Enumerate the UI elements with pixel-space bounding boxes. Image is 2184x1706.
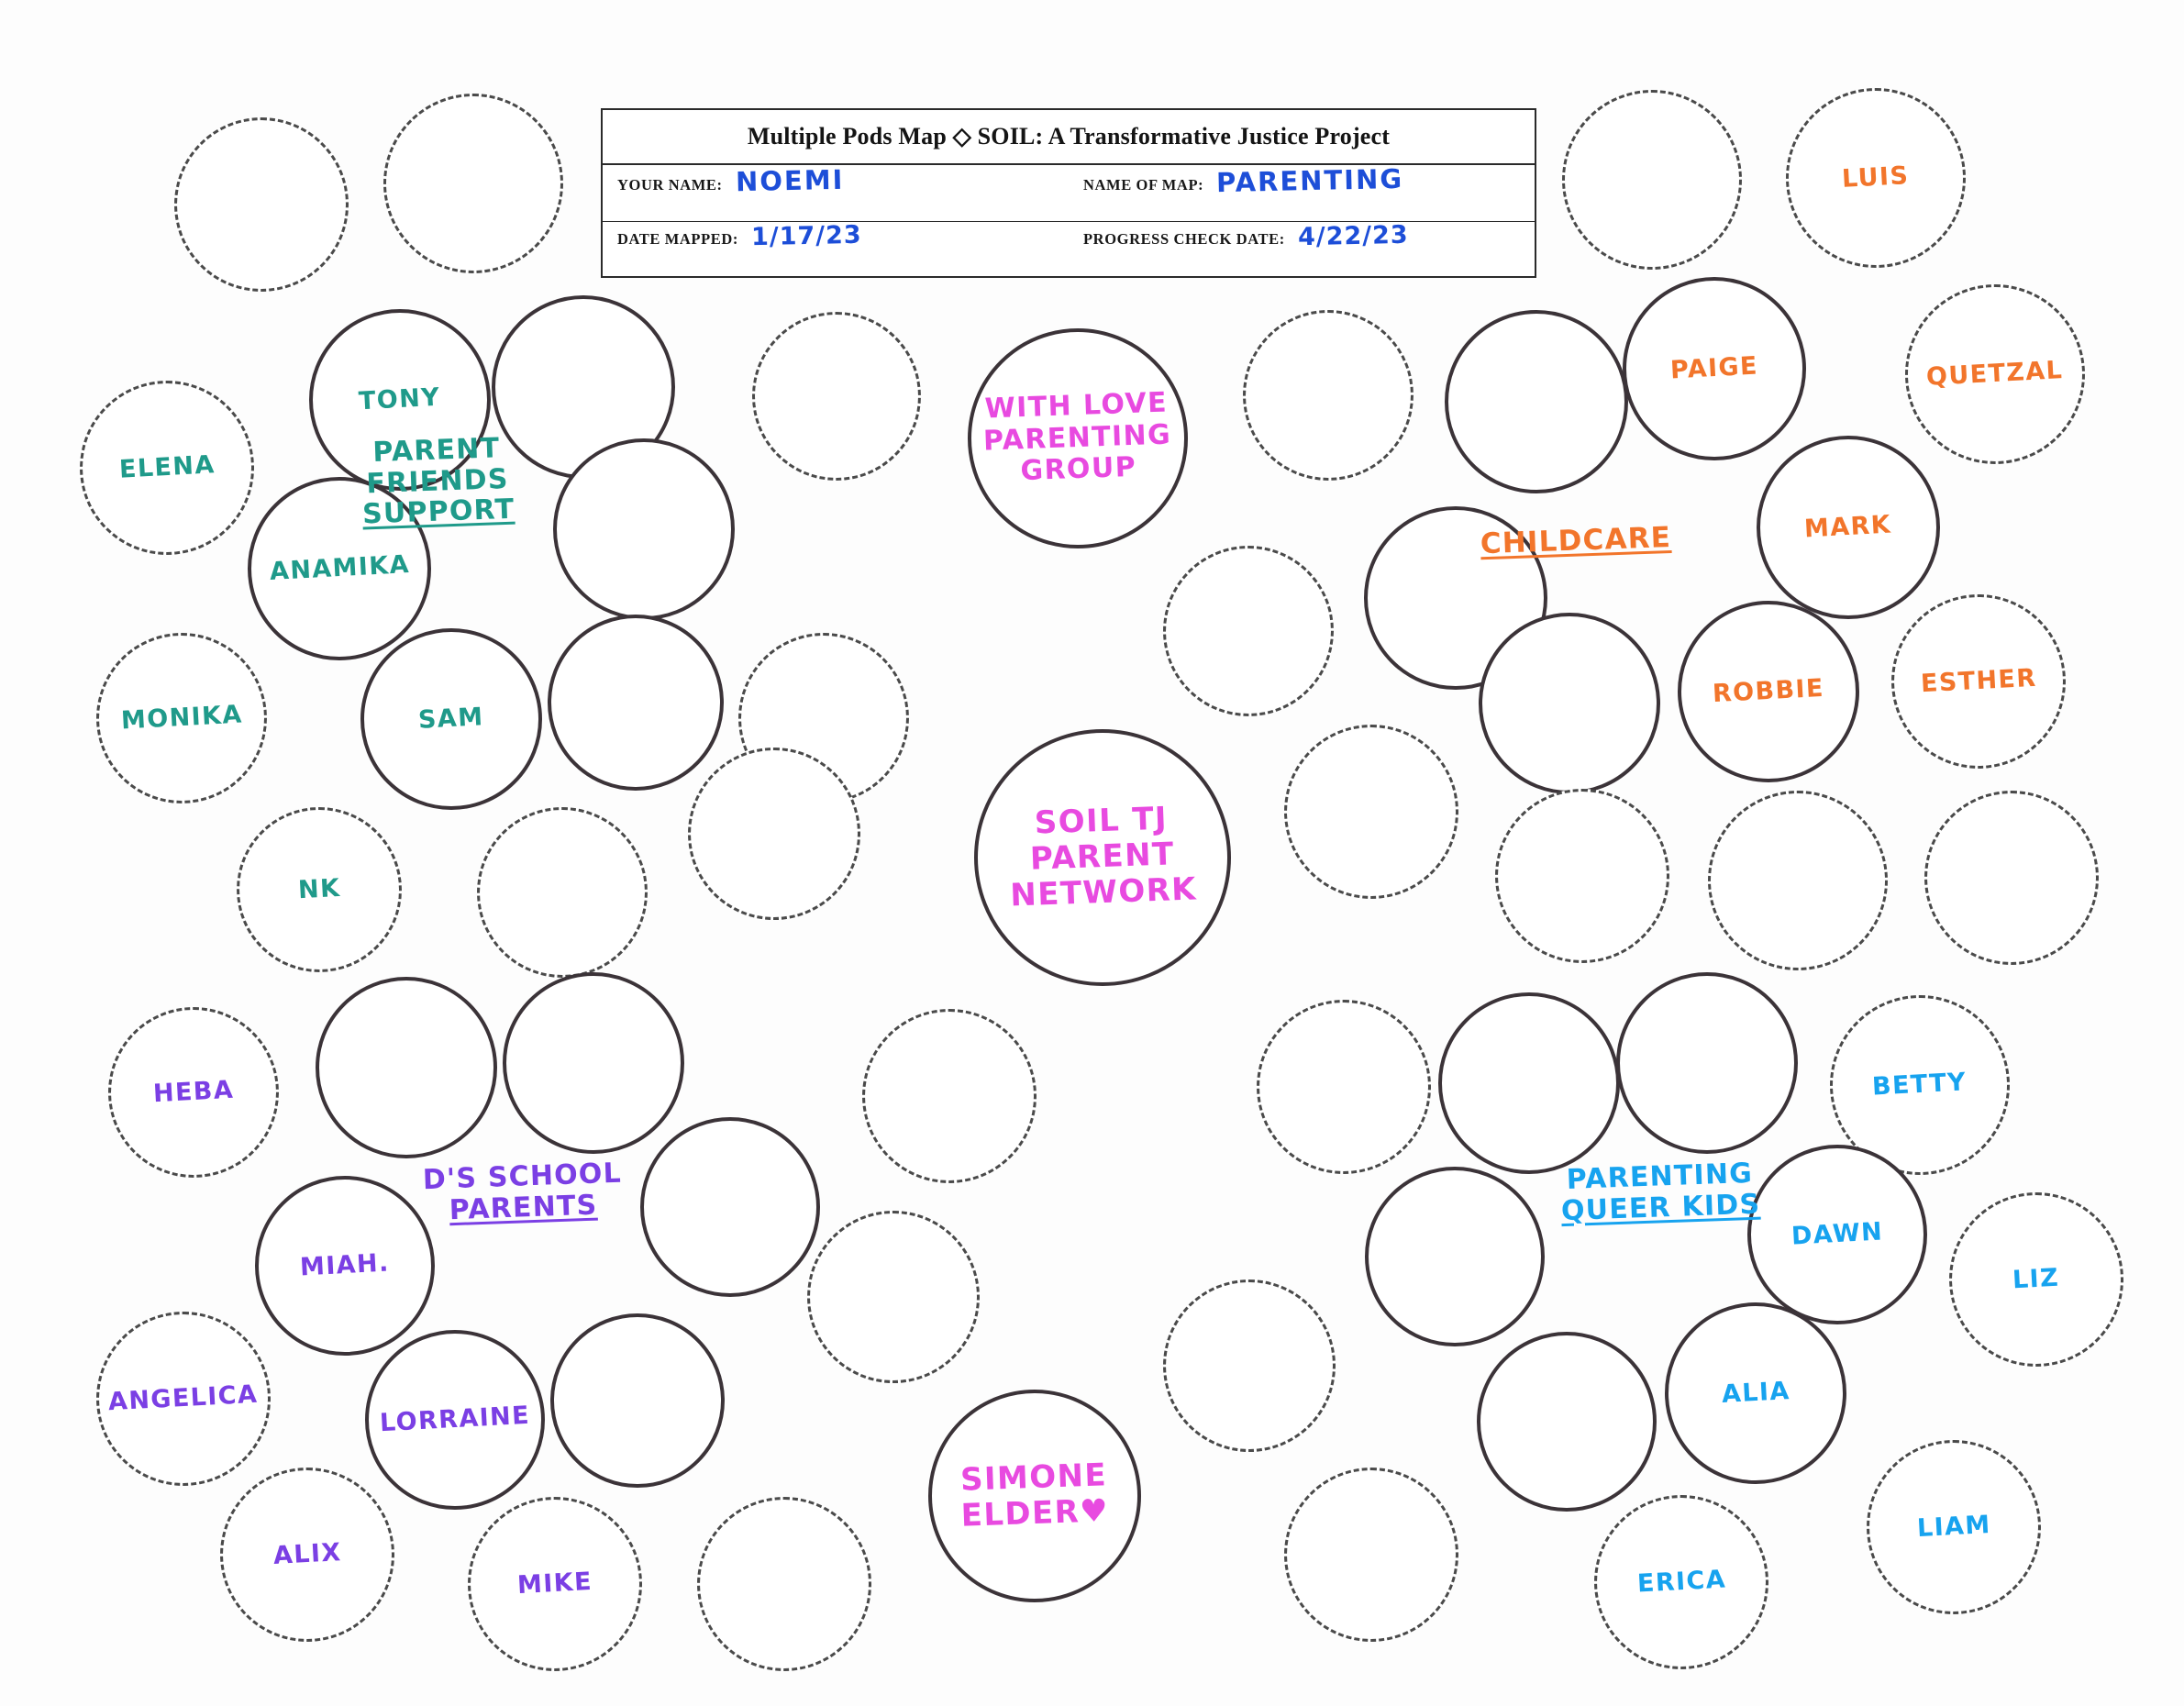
pod-label-line: FRIENDS bbox=[365, 462, 510, 500]
pod-label-line: QUEER KIDS bbox=[1560, 1188, 1761, 1227]
circle-empty-8[interactable] bbox=[477, 807, 648, 978]
progress-check-label: PROGRESS CHECK DATE: bbox=[1083, 230, 1285, 248]
circle-alia[interactable] bbox=[1665, 1302, 1846, 1484]
circle-center[interactable] bbox=[974, 729, 1231, 986]
node-label: ANGELICA bbox=[107, 1380, 260, 1417]
pod-label-line: PARENT bbox=[371, 432, 501, 470]
circle-empty-15[interactable] bbox=[1257, 1000, 1431, 1174]
node-label: LUIS bbox=[1841, 161, 1911, 194]
node-label: DAWN bbox=[1790, 1217, 1884, 1252]
circle-miah[interactable] bbox=[255, 1176, 435, 1356]
form-row-names bbox=[603, 162, 1535, 222]
node-label: TONY bbox=[358, 383, 442, 416]
your-name-label: YOUR NAME: bbox=[617, 176, 723, 194]
circle-liam[interactable] bbox=[1867, 1440, 2041, 1614]
circle-liz[interactable] bbox=[1949, 1192, 2123, 1367]
circle-empty-11[interactable] bbox=[1495, 789, 1669, 963]
circle-empty-12[interactable] bbox=[1708, 791, 1888, 970]
node-label: MIAH. bbox=[299, 1248, 391, 1283]
pod-label-parenting-queer-kids bbox=[1559, 1158, 1761, 1227]
circle-simone[interactable] bbox=[928, 1390, 1141, 1602]
map-name-label: NAME OF MAP: bbox=[1083, 176, 1204, 194]
node-label: WITH LOVE PARENTING GROUP bbox=[982, 386, 1173, 488]
node-label: HEBA bbox=[152, 1076, 235, 1109]
circle-empty-4[interactable] bbox=[752, 312, 921, 481]
circle-empty-1[interactable] bbox=[174, 117, 349, 292]
circle-dawn[interactable] bbox=[1747, 1145, 1927, 1324]
circle-quetzal[interactable] bbox=[1905, 284, 2085, 464]
circle-alix[interactable] bbox=[220, 1468, 394, 1642]
circle-empty-5[interactable] bbox=[1243, 310, 1414, 481]
progress-check-value[interactable]: 4/22/23 bbox=[1297, 220, 1409, 252]
node-label: PAIGE bbox=[1669, 351, 1759, 385]
pod-label-ds-school-parents bbox=[422, 1158, 623, 1227]
map-header-form bbox=[601, 108, 1536, 278]
circle-esther[interactable] bbox=[1891, 594, 2066, 769]
node-label: ERICA bbox=[1635, 1565, 1727, 1599]
circle-pqk-bottom[interactable] bbox=[1477, 1332, 1657, 1512]
date-mapped-label: DATE MAPPED: bbox=[617, 230, 739, 248]
circle-heba[interactable] bbox=[108, 1007, 279, 1178]
circle-monika[interactable] bbox=[96, 633, 267, 803]
node-label: SOIL TJ PARENT NETWORK bbox=[1009, 800, 1198, 915]
node-label: MONIKA bbox=[119, 701, 244, 736]
circle-pfs-right[interactable] bbox=[553, 438, 735, 620]
circle-nk[interactable] bbox=[237, 807, 402, 972]
circle-ds-botright[interactable] bbox=[550, 1313, 725, 1488]
map-name-cell bbox=[1069, 162, 1535, 221]
circle-elena[interactable] bbox=[80, 381, 254, 555]
circle-empty-17[interactable] bbox=[1163, 1280, 1336, 1452]
circle-empty-16[interactable] bbox=[807, 1211, 980, 1383]
circle-pqk-left[interactable] bbox=[1365, 1167, 1545, 1346]
node-label: SAM bbox=[417, 703, 485, 736]
node-label: MIKE bbox=[516, 1568, 593, 1601]
node-label: BETTY bbox=[1871, 1068, 1968, 1102]
circle-empty-14[interactable] bbox=[862, 1009, 1037, 1183]
circle-robbie[interactable] bbox=[1678, 601, 1859, 782]
node-label: LORRAINE bbox=[379, 1401, 531, 1438]
your-name-value[interactable]: NOEMI bbox=[735, 163, 845, 198]
pod-label-line: PARENTING bbox=[1566, 1157, 1754, 1196]
circle-paige[interactable] bbox=[1623, 277, 1806, 460]
circle-cc-bottom[interactable] bbox=[1479, 613, 1660, 794]
circle-wlpg[interactable] bbox=[968, 328, 1188, 548]
node-label: LIAM bbox=[1915, 1511, 1992, 1544]
map-name-value[interactable]: PARENTING bbox=[1215, 162, 1404, 199]
circle-pfs-botright[interactable] bbox=[548, 615, 724, 791]
circle-pqk-topleft[interactable] bbox=[1438, 992, 1620, 1174]
node-label: SIMONE ELDER♥ bbox=[959, 1457, 1111, 1534]
circle-ds-topleft[interactable] bbox=[316, 977, 497, 1158]
circle-angelica[interactable] bbox=[96, 1312, 271, 1486]
node-label: ELENA bbox=[117, 450, 216, 485]
node-label: NK bbox=[297, 874, 341, 905]
circle-luis[interactable] bbox=[1786, 88, 1966, 268]
node-label: QUETZAL bbox=[1925, 356, 2065, 393]
form-row-dates bbox=[603, 222, 1535, 279]
circle-sam[interactable] bbox=[360, 628, 542, 810]
circle-empty-18[interactable] bbox=[697, 1497, 871, 1671]
circle-empty-10[interactable] bbox=[1284, 725, 1458, 899]
circle-pqk-topright[interactable] bbox=[1616, 972, 1798, 1154]
pod-label-childcare bbox=[1480, 522, 1671, 560]
pod-label-line: CHILDCARE bbox=[1480, 521, 1672, 561]
node-label: ANAMIKA bbox=[268, 550, 411, 587]
circle-empty-7[interactable] bbox=[1163, 546, 1334, 716]
circle-empty-2[interactable] bbox=[383, 94, 563, 273]
circle-ds-right[interactable] bbox=[640, 1117, 820, 1297]
pod-label-line: SUPPORT bbox=[361, 493, 516, 531]
pod-label-parent-friends-support bbox=[360, 433, 515, 531]
date-mapped-cell bbox=[603, 222, 1069, 279]
your-name-cell bbox=[603, 165, 1069, 221]
node-label: MARK bbox=[1803, 511, 1893, 544]
circle-ds-topright[interactable] bbox=[503, 972, 684, 1154]
node-label: ALIX bbox=[272, 1538, 343, 1571]
circle-lorraine[interactable] bbox=[365, 1330, 545, 1510]
circle-cc-topleft[interactable] bbox=[1445, 310, 1628, 493]
progress-check-cell bbox=[1069, 222, 1535, 279]
circle-empty-9[interactable] bbox=[688, 748, 860, 920]
circle-empty-3[interactable] bbox=[1562, 90, 1742, 270]
node-label: LIZ bbox=[2012, 1264, 2061, 1295]
date-mapped-value[interactable]: 1/17/23 bbox=[750, 220, 862, 252]
pod-label-line: D'S SCHOOL bbox=[422, 1157, 623, 1197]
circle-mike[interactable] bbox=[468, 1497, 642, 1671]
circle-mark[interactable] bbox=[1757, 436, 1940, 619]
node-label: ESTHER bbox=[1919, 664, 2037, 699]
node-label: ALIA bbox=[1720, 1377, 1791, 1410]
form-title: Multiple Pods Map ◇ SOIL: A Transformative Justice Project bbox=[603, 110, 1535, 165]
circle-erica[interactable] bbox=[1594, 1495, 1768, 1669]
circle-empty-13[interactable] bbox=[1924, 791, 2099, 965]
node-label: ROBBIE bbox=[1712, 674, 1825, 709]
pod-label-line: PARENTS bbox=[449, 1189, 598, 1226]
circle-empty-19[interactable] bbox=[1284, 1468, 1458, 1642]
